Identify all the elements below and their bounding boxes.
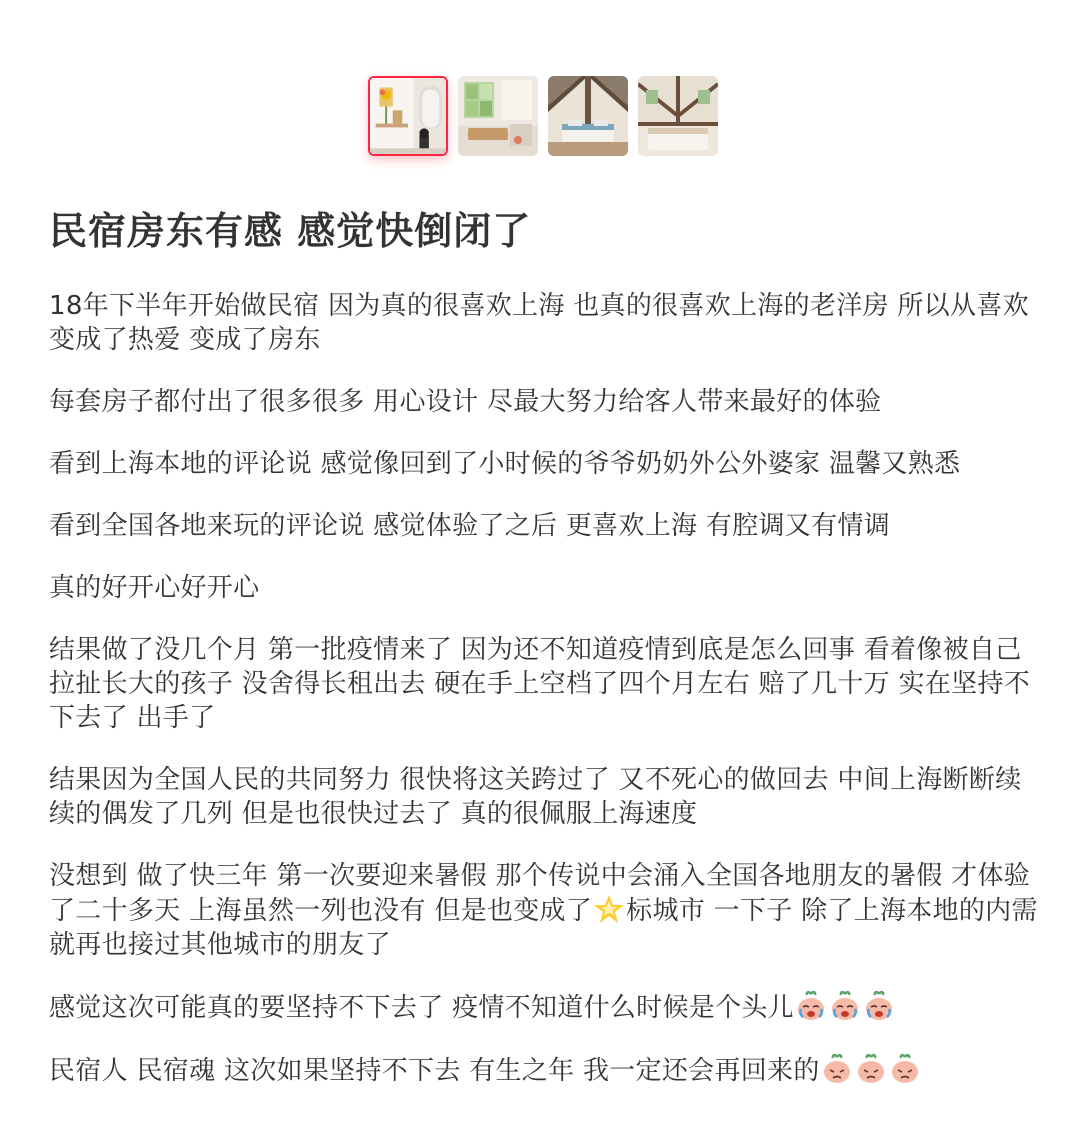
paragraph-4: 看到全国各地来玩的评论说 感觉体验了之后 更喜欢上海 有腔调又有情调 xyxy=(49,511,890,541)
crying-face-icon xyxy=(863,990,895,1022)
room-photo-3 xyxy=(548,76,628,156)
paragraph-7: 结果因为全国人民的共同努力 很快将这关跨过了 又不死心的做回去 中间上海断断续续的偶发了几列 但是也很快过去了 真的很佩服上海速度 xyxy=(49,765,1022,829)
paragraph-8-text-before: 没想到 做了快三年 第一次要迎来暑假 那个传说中会涌入全国各地朋友的暑假 才体验了二十多天 上海虽然一列也没有 但是也变成了 xyxy=(49,861,1031,926)
sad-face-icon xyxy=(821,1053,853,1085)
paragraph-2: 每套房子都付出了很多很多 用心设计 尽最大努力给客人带来最好的体验 xyxy=(49,387,882,417)
paragraph-9-text: 感觉这次可能真的要坚持不下去了 疫情不知道什么时候是个头儿 xyxy=(49,993,794,1023)
crying-face-icon xyxy=(829,990,861,1022)
gallery-thumbnail-1[interactable] xyxy=(368,76,448,156)
paragraph-1: 18年下半年开始做民宿 因为真的很喜欢上海 也真的很喜欢上海的老洋房 所以从喜欢变成了热爱 变成了房东 xyxy=(49,291,1029,355)
crying-face-icon xyxy=(795,990,827,1022)
post-body xyxy=(49,289,1044,1116)
gallery-thumbnail-4[interactable] xyxy=(638,76,718,156)
room-photo-2 xyxy=(458,76,538,156)
room-photo-1 xyxy=(370,78,446,154)
gallery-thumbnail-2[interactable] xyxy=(458,76,538,156)
post-title: 民宿房东有感 感觉快倒闭了 xyxy=(49,209,532,253)
paragraph-10 xyxy=(49,1053,1044,1088)
sad-face-icon xyxy=(855,1053,887,1085)
paragraph-8-text-after: 标城市 一下子 除了上海本地的内需 就再也接过其他城市的朋友了 xyxy=(49,896,1038,960)
sad-face-icon xyxy=(889,1053,921,1085)
paragraph-8 xyxy=(49,859,1044,962)
star-icon xyxy=(593,893,625,925)
paragraph-5: 真的好开心好开心 xyxy=(49,573,260,603)
paragraph-9 xyxy=(49,990,1044,1025)
paragraph-3: 看到上海本地的评论说 感觉像回到了小时候的爷爷奶奶外公外婆家 温馨又熟悉 xyxy=(49,449,961,479)
gallery-thumbnail-3[interactable] xyxy=(548,76,628,156)
image-gallery xyxy=(368,76,718,156)
room-photo-4 xyxy=(638,76,718,156)
paragraph-10-text: 民宿人 民宿魂 这次如果坚持不下去 有生之年 我一定还会再回来的 xyxy=(49,1056,820,1086)
paragraph-6: 结果做了没几个月 第一批疫情来了 因为还不知道疫情到底是怎么回事 看着像被自己拉扯长大的孩子 没舍得长租出去 硬在手上空档了四个月左右 赔了几十万 实在坚持不下去了 出手了 xyxy=(49,635,1031,733)
